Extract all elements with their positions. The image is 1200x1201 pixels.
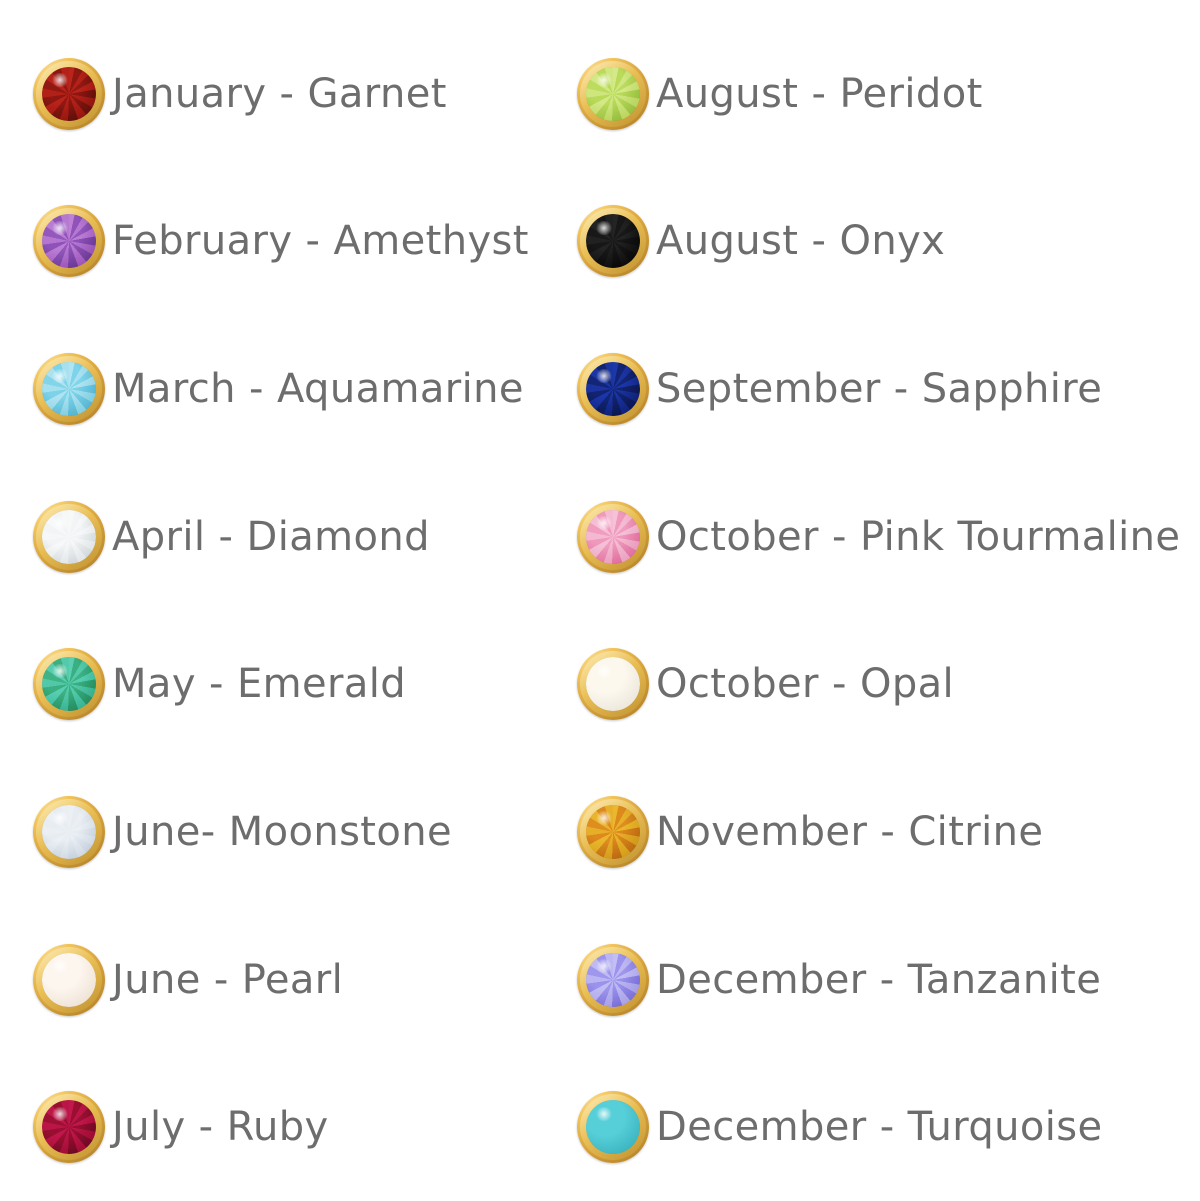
list-item[interactable] [570,463,1200,611]
list-item[interactable] [26,906,570,1054]
list-item-label: September - Sapphire [656,366,1103,413]
stone-emerald [42,657,96,711]
list-item[interactable] [570,20,1200,168]
gemstone-icon [570,205,656,277]
list-item[interactable] [570,611,1200,759]
left-column [0,20,570,1201]
list-item-label: March - Aquamarine [112,366,524,413]
gemstone-icon [570,796,656,868]
gemstone-icon [570,1091,656,1163]
stone-moonstone [42,805,96,859]
list-item[interactable] [26,20,570,168]
stone-garnet [42,67,96,121]
stone-diamond [42,510,96,564]
gemstone-icon [26,353,112,425]
list-item-label: May - Emerald [112,661,407,708]
list-item[interactable] [570,168,1200,316]
list-item-label: November - Citrine [656,808,1044,855]
gemstone-icon [26,796,112,868]
list-item-label: October - Opal [656,661,955,708]
list-item-label: August - Peridot [656,70,983,117]
gemstone-icon [570,501,656,573]
gemstone-icon [570,648,656,720]
stone-sapphire [586,362,640,416]
stone-opal [586,657,640,711]
list-item[interactable] [26,611,570,759]
list-item-label: July - Ruby [112,1104,329,1151]
list-item[interactable] [570,758,1200,906]
gemstone-icon [26,944,112,1016]
gemstone-icon [26,205,112,277]
stone-turquoise [586,1100,640,1154]
list-item-label: February - Amethyst [112,218,529,265]
gemstone-icon [570,58,656,130]
stone-peridot [586,67,640,121]
stone-ruby [42,1100,96,1154]
stone-tanzanite [586,953,640,1007]
list-item[interactable] [570,906,1200,1054]
list-item-label: December - Turquoise [656,1104,1103,1151]
list-item[interactable] [26,315,570,463]
gemstone-icon [26,648,112,720]
stone-aquamarine [42,362,96,416]
stone-citrine [586,805,640,859]
list-item[interactable] [26,1053,570,1201]
gemstone-icon [570,353,656,425]
list-item-label: October - Pink Tourmaline [656,513,1181,560]
list-item[interactable] [570,1053,1200,1201]
list-item[interactable] [26,758,570,906]
gemstone-icon [570,944,656,1016]
list-item-label: April - Diamond [112,513,430,560]
gemstone-icon [26,501,112,573]
stone-pink-tourmaline [586,510,640,564]
list-item[interactable] [26,168,570,316]
list-item-label: June- Moonstone [112,808,453,855]
right-column [570,20,1200,1201]
list-item-label: January - Garnet [112,70,447,117]
list-item-label: December - Tanzanite [656,956,1102,1003]
list-item-label: August - Onyx [656,218,946,265]
gemstone-icon [26,1091,112,1163]
list-item[interactable] [570,315,1200,463]
chart-columns [0,20,1200,1201]
gemstone-icon [26,58,112,130]
stone-pearl [42,953,96,1007]
list-item[interactable] [26,463,570,611]
list-item-label: June - Pearl [112,956,344,1003]
